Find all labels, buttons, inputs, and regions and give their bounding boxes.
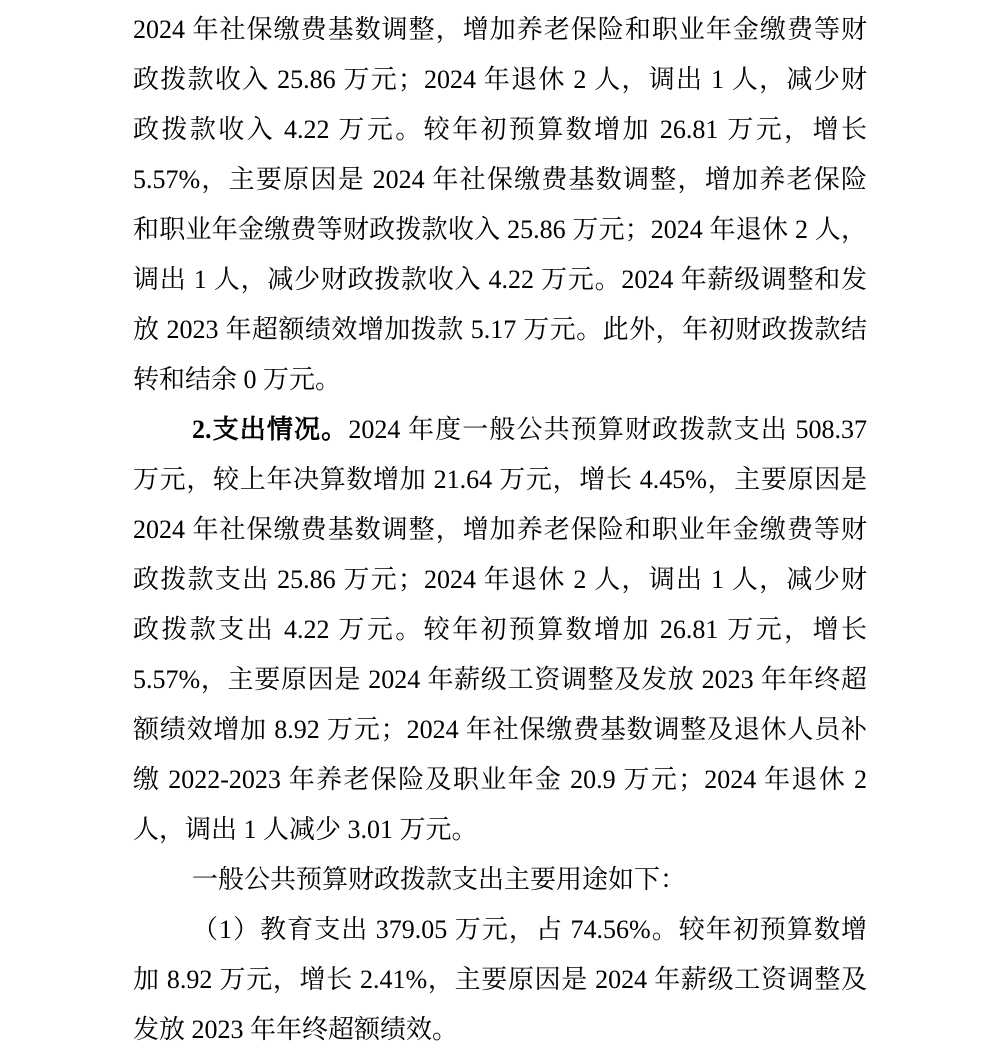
- text-run: 发放 2023 年年终超额绩效。: [133, 1015, 459, 1044]
- text-run: 政拨款收入 4.22 万元。较年初预算数增加 26.81 万元，增长: [133, 115, 867, 144]
- text-run: 2024 年社保缴费基数调整，增加养老保险和职业年金缴费等财: [133, 515, 867, 544]
- text-run: 政拨款收入 25.86 万元；2024 年退休 2 人，调出 1 人，减少财: [133, 65, 867, 94]
- text-run: 额绩效增加 8.92 万元；2024 年社保缴费基数调整及退休人员补: [133, 715, 867, 744]
- text-run: 万元，较上年决算数增加 21.64 万元，增长 4.45%，主要原因是: [133, 465, 867, 494]
- usage-intro-paragraph-line-1: [133, 855, 867, 905]
- text-run: 和职业年金缴费等财政拨款收入 25.86 万元；2024 年退休 2 人，: [133, 215, 867, 244]
- text-run: 5.57%，主要原因是 2024 年社保缴费基数调整，增加养老保险: [133, 165, 867, 194]
- income-paragraph-continued-line-3: [133, 105, 867, 155]
- income-paragraph-continued-line-2: [133, 55, 867, 105]
- text-run: 一般公共预算财政拨款支出主要用途如下：: [192, 865, 687, 894]
- income-paragraph-continued-line-4: [133, 155, 867, 205]
- text-run: 加 8.92 万元，增长 2.41%，主要原因是 2024 年薪级工资调整及: [133, 965, 867, 994]
- text-run: 2024 年社保缴费基数调整，增加养老保险和职业年金缴费等财: [133, 15, 867, 44]
- expenditure-paragraph-line-2: [133, 455, 867, 505]
- text-run: 放 2023 年超额绩效增加拨款 5.17 万元。此外，年初财政拨款结: [133, 315, 867, 344]
- text-run: 2024 年度一般公共预算财政拨款支出 508.37: [348, 415, 867, 444]
- text-run: 政拨款支出 4.22 万元。较年初预算数增加 26.81 万元，增长: [133, 615, 867, 644]
- document-body: [133, 5, 867, 1055]
- text-run: 人，调出 1 人减少 3.01 万元。: [133, 815, 478, 844]
- text-run: 转和结余 0 万元。: [133, 365, 342, 394]
- expenditure-paragraph-line-7: [133, 705, 867, 755]
- text-run: 调出 1 人，减少财政拨款收入 4.22 万元。2024 年薪级调整和发: [133, 265, 867, 294]
- expenditure-paragraph-line-8: [133, 755, 867, 805]
- text-run: （1）教育支出 379.05 万元，占 74.56%。较年初预算数增: [192, 915, 867, 944]
- income-paragraph-continued-line-5: [133, 205, 867, 255]
- bold-text-run: 2.支出情况。: [192, 415, 349, 444]
- expenditure-paragraph-line-5: [133, 605, 867, 655]
- expenditure-paragraph-line-1: [133, 405, 867, 455]
- education-expenditure-paragraph-line-2: [133, 955, 867, 1005]
- education-expenditure-paragraph-line-3: [133, 1005, 867, 1055]
- income-paragraph-continued-line-7: [133, 305, 867, 355]
- expenditure-paragraph-line-4: [133, 555, 867, 605]
- text-run: 缴 2022-2023 年养老保险及职业年金 20.9 万元；2024 年退休 2: [133, 765, 867, 794]
- education-expenditure-paragraph-line-1: [133, 905, 867, 955]
- text-run: 政拨款支出 25.86 万元；2024 年退休 2 人，调出 1 人，减少财: [133, 565, 867, 594]
- income-paragraph-continued-line-6: [133, 255, 867, 305]
- expenditure-paragraph-line-9: [133, 805, 867, 855]
- income-paragraph-continued-line-8: [133, 355, 867, 405]
- expenditure-paragraph-line-6: [133, 655, 867, 705]
- income-paragraph-continued-line-1: [133, 5, 867, 55]
- text-run: 5.57%，主要原因是 2024 年薪级工资调整及发放 2023 年年终超: [133, 665, 867, 694]
- expenditure-paragraph-line-3: [133, 505, 867, 555]
